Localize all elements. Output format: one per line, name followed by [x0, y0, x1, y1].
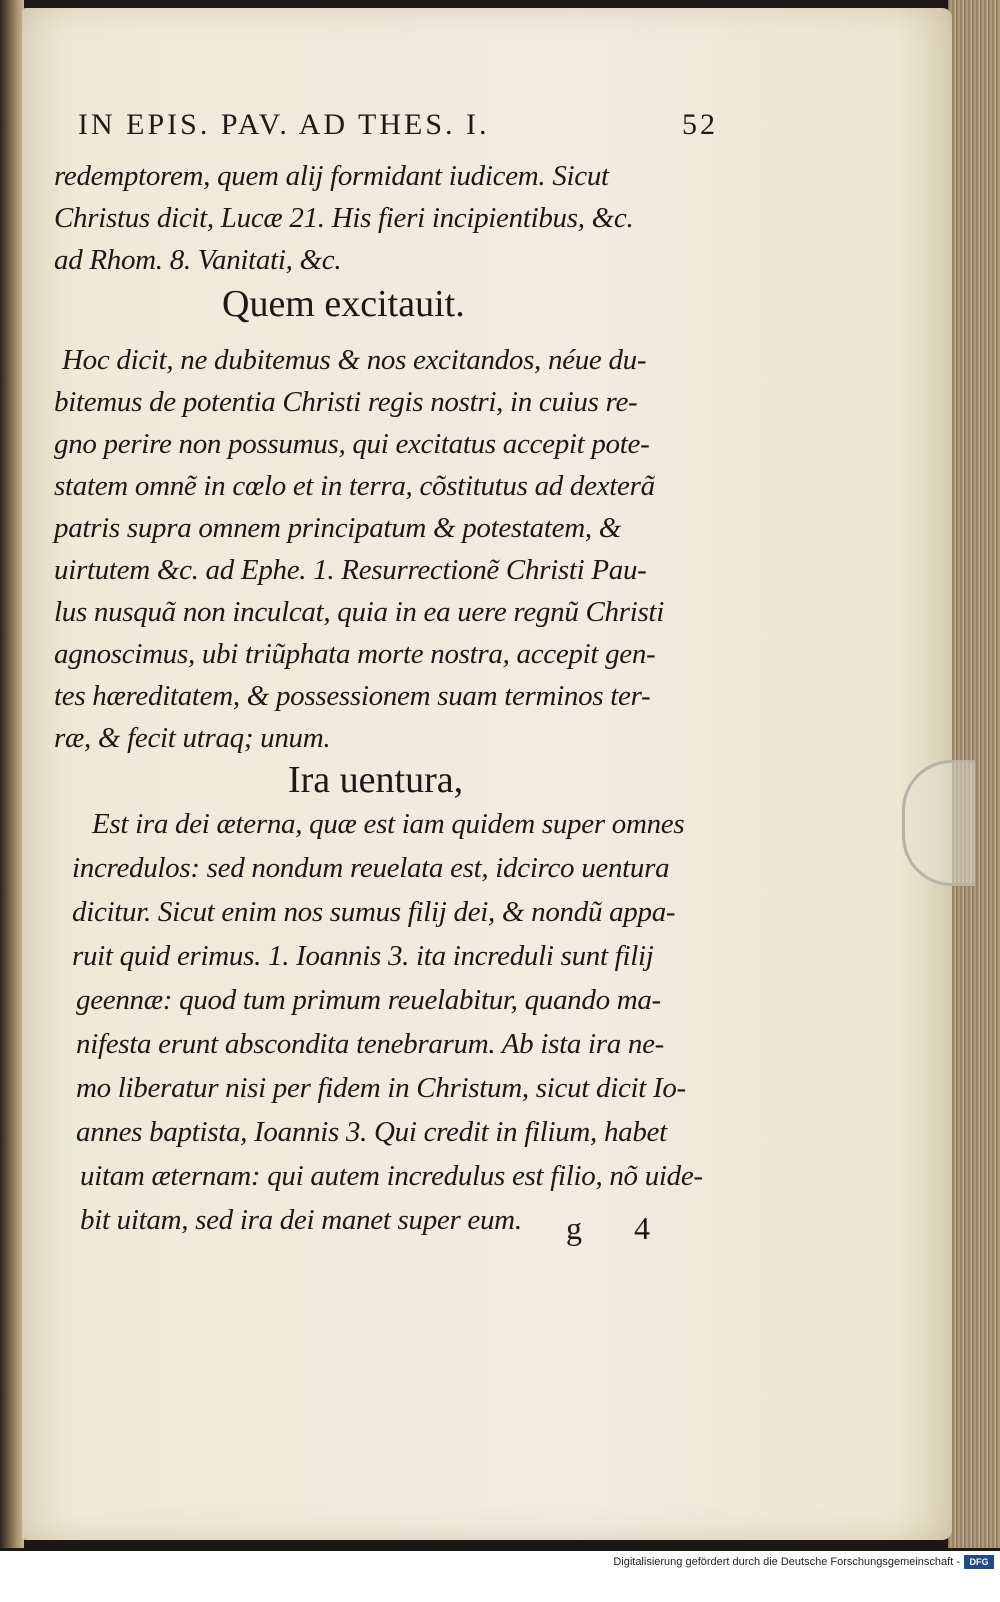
- text-line: ruit quid erimus. 1. Ioannis 3. ita increduli sunt filij: [72, 940, 654, 972]
- page-clip: [902, 760, 975, 886]
- funding-credit: Digitalisierung gefördert durch die Deutsche Forschungsgemeinschaft -: [613, 1556, 960, 1568]
- text-line: dicitur. Sicut enim nos sumus filij dei, & nondũ appa-: [72, 896, 676, 928]
- dfg-logo: DFG: [964, 1555, 994, 1569]
- running-head-title: IN EPIS. PAV. AD THES. I.: [78, 108, 490, 141]
- text-line: Est ira dei æterna, quæ est iam quidem super omnes: [92, 808, 685, 840]
- signature-mark: g 4: [566, 1210, 672, 1246]
- text-line: agnoscimus, ubi triũphata morte nostra, accepit gen-: [54, 638, 656, 670]
- text-line: uitam æternam: qui autem incredulus est filio, nõ uide-: [80, 1160, 703, 1192]
- section-heading: Quem excitauit.: [222, 283, 465, 325]
- text-line: incredulos: sed nondum reuelata est, idcirco uentura: [72, 852, 670, 884]
- text-line: ad Rhom. 8. Vanitati, &c.: [54, 244, 342, 276]
- facing-page-edge: [0, 0, 24, 1548]
- text-line: ræ, & fecit utraq; unum.: [54, 722, 331, 754]
- text-line: geennæ: quod tum primum reuelabitur, quando ma-: [76, 984, 661, 1016]
- text-line: bitemus de potentia Christi regis nostri, in cuius re-: [54, 386, 638, 418]
- text-line: Hoc dicit, ne dubitemus & nos excitandos, néue du-: [62, 344, 647, 376]
- text-line: lus nusquã non inculcat, quia in ea uere regnũ Christi: [54, 596, 664, 628]
- folio-number: 52: [682, 108, 718, 141]
- text-line: Christus dicit, Lucæ 21. His fieri incipientibus, &c.: [54, 202, 634, 234]
- text-line: uirtutem &c. ad Ephe. 1. Resurrectionẽ Christi Pau-: [54, 554, 647, 586]
- text-line: gno perire non possumus, qui excitatus accepit pote-: [54, 428, 650, 460]
- section-heading: Ira uentura,: [288, 759, 464, 801]
- text-line: redemptorem, quem alij formidant iudicem. Sicut: [54, 160, 609, 192]
- running-head: [78, 108, 718, 152]
- text-line: patris supra omnem principatum & potestatem, &: [54, 512, 621, 544]
- text-line: annes baptista, Ioannis 3. Qui credit in filium, habet: [76, 1116, 667, 1148]
- text-line: tes hæreditatem, & possessionem suam terminos ter-: [54, 680, 651, 712]
- text-line: bit uitam, sed ira dei manet super eum.: [80, 1204, 522, 1236]
- text-line: nifesta erunt abscondita tenebrarum. Ab ista ira ne-: [76, 1028, 664, 1060]
- footer-bar: [0, 1551, 1000, 1602]
- text-line: mo liberatur nisi per fidem in Christum, sicut dicit Io-: [76, 1072, 686, 1104]
- text-line: statem omnẽ in cœlo et in terra, cõstitutus ad dexterã: [54, 470, 655, 502]
